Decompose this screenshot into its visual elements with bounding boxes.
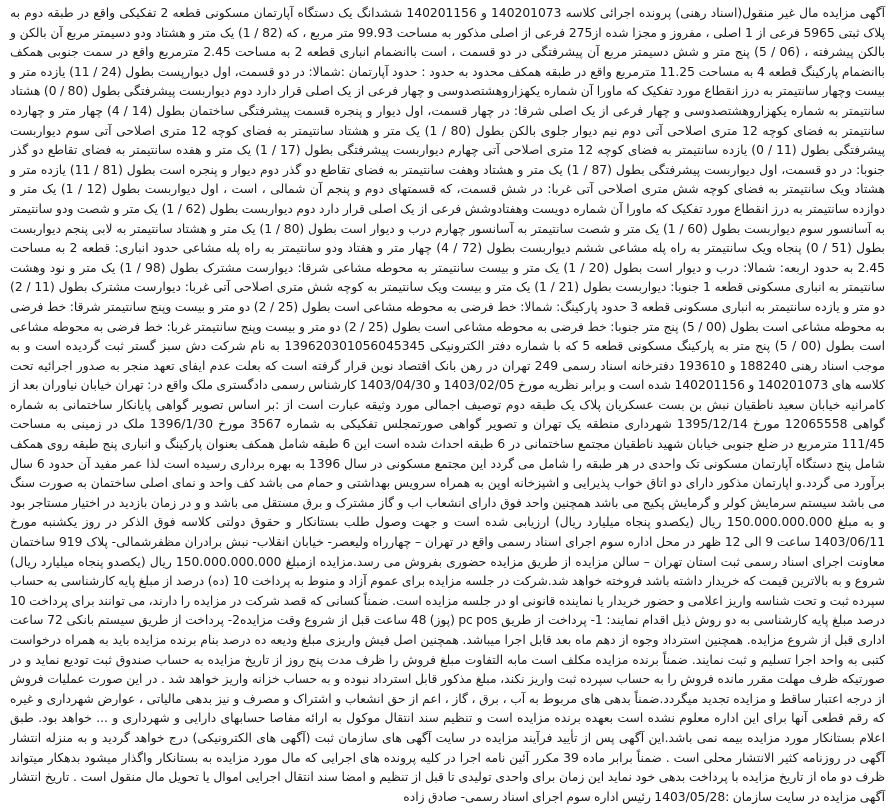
auction-notice-text: آگهی مزایده مال غیر منقول(اسناد رهنی) پرونده اجرائی کلاسه 140201073 و 140201156 ششدانگ یک دستگاه آپارتمان مسکونی قطعه 2 تفکیکی واقع در طبقه دوم به پلاک ثبتی 5965 فرعی از 1 اصلی ، مفروز و مجزا شده از275 فرعی از اصلی مذکور به مساحت 99.93 متر مربع ، که (82 / 1) یک متر و هشتاد ودو دسیمتر مربع آن بالکن و بالکن پیشرفته ، (06 / 5) پنج متر و شش دسیمتر مربع آن پیشرفتگی در دو قسمت ، است باانضمام انباری قطعه 2 به مساحت 2.45 مترمربع واقع در سمت جنوبی همکف باانضمام پارکینگ قطعه 4 به مساحت 11.25 مترمربع واقع در طبقه همکف محدود به حدود : حدود آپارتمان :شمالا: در دو قسمت، اول دیوارپست بطول (24 / 11) یازده متر و بیست وچهار سانتیمتر به درز انقطاع مورد تفکیک که ماورا آن شماره یکهزاروهشتصدوسی و چهار فرعی از یک اصلی قرار دارد دوم دیواربست پیشرفتگی بطول (80 / 0) هشتاد سانتیمتر به شماره یکهزاروهشتصدوسی و چهار فرعی از یک اصلی شرقا: در چهار قسمت، اول دیوار و پنجره قسمت پیشرفتگی ساختمان بطول (14 / 4) چهار متر و چهارده سانتیمتر به فضای کوچه 12 متری اصلاحی آتی دوم نیم دیوار جلوی بالکن بطول (80 / 1) یک متر و هشتاد سانتیمتر به فضای کوچه 12 متری اصلاحی آتی سوم دیواربست پیشرفتگی بطول (11 / 0) یازده سانتیمتر به فضای کوچه 12 متری اصلاحی آتی چهارم دیواربست پیشرفتگی بطول (17 / 1) یک متر و هفده سانتیمتر به فضای تقاطع دو گذر جنوبا: در دو قسمت، اول دیواربست پیشرفتگی بطول (87 / 1) یک متر و هشتاد وهفت سانتیمتر به فضای تقاطع دو گذر دوم دیوار و پنجره است بطول (81 / 11) یازده متر و هشتاد ویک سانتیمتر به فضای کوچه شش متری اصلاحی آتی غربا: در شش قسمت، که قسمتهای دوم و پنجم آن شمالی ، است ، اول دیواربست بطول (12 / 1) یک متر و دوازده سانتیمتر به درز انقطاع مورد تفکیک که ماورا آن شماره دویست وهفتادوشش فرعی از یک اصلی قرار دارد دوم دیواربست بطول (62 / 1) یک متر و شصت ودو سانتیمتر به آسانسور سوم دیواربست بطول (60 / 1) یک متر و شصت سانتیمتر به آسانسور چهارم درب و دیوار است بطول (80 / 1) یک متر و هشتاد سانتیمتر به لابی پنجم دیواربست بطول (51 / 0) پنجاه ویک سانتیمتر به راه پله مشاعی ششم دیواربست بطول (72 / 4) چهار متر و هفتاد ودو سانتیمتر به راه پله مشاعی حدود انباری: قطعه 2 به مساحت 2.45 به حدود اربعه: شمالا: درب و دیوار است بطول (20 / 1) یک متر و بیست سانتیمتر به محوطه مشاعی شرقا: دیوارست مشترک بطول (98 / 1) یک متر و نود وهشت سانتیمتر به انباری مسکونی قطعه 1 جنوبا: دیواربست بطول (21 / 1) یک متر و بیست ویک سانتیمتر به کوچه شش متری اصلاحی آتی غربا: دیوارست مشترک بطول (11 / 2) دو متر و یازده سانتیمتر به انباری مسکونی قطعه 3 حدود پارکینگ: شمالا: خط فرضی به محوطه مشاعی است بطول (25 / 2) دو متر و بیست وپنج سانتیمتر شرقا: خط فرضی به محوطه مشاعی است بطول (00 / 5) پنج متر جنوبا: خط فرضی به محوطه مشاعی است بطول (25 / 2) دو متر و بیست وپنج سانتیمتر غربا: خط فرضی به محوطه مشاعی است بطول (00 / 5) پنج متر به پارکینگ مسکونی قطعه 5 که با شماره دفتر الکترونیکی 13962030105604534​5 به نام شرکت دش سبز گستر ثبت گردیده است و به موجب اسناد رهنی 188240 و 193610 دفترخانه اسناد رسمی 249 تهران در رهن بانک اقتصاد نوین قرار گرفته است که بعلت عدم ایفای تعهد منجر به صدور اجرائیه تحت کلاسه های 140201073 و 140201156 شده است و برابر نظریه مورخ 1403/02/05 و 1403/04/30 کارشناس رسمی دادگستری ملک واقع در: تهران خیابان نیاوران بعد از کامرانیه خیابان سعید ناطقیان نبش بن بست عسکریان پلاک یک طبقه دوم توصیف اجمالی مورد وثیقه عبارت است از :بر اساس تصویر گواهی پایانکار ساختمانی به شماره گواهی 12065558 مورخ 1395/12/14 شهرداری منطقه یک تهران و تصویر گواهی صورتمجلس تفکیکی به شماره 3567 مورخ 1396/1/30 ملک در زمینی به مساحت 111/45 مترمربع در ضلع جنوبی خیابان شهید ناطقیان مجتمع ساختمانی در 6 طبقه احداث شده است این 6 طبقه شامل همکف بعنوان پارکینگ و انباری پنج طبقه روی همکف شامل پنج دستگاه آپارتمان مسکونی تک واحدی در هر طبقه را شامل می گردد این مجتمع مسکونی در سال 1396 به بهره برداری رسیده است لذا عمر مفید آن حدود 6 سال برآورد می گردد.و اپارتمان مذکور دارای دو اتاق خواب پذیرایی و اشپزخانه اوپن به همراه سرویس بهداشتی و حمام می باشد کف واحد و نمای اصلی ساختمان به صورت سنگ می باشد سیستم سرمایش کولر و گرمایش پکیج می باشد همچنین واحد فوق دارای انشعاب اب و گاز مشترک و برق مستقل می باشد و و در زمان بازدید در اختیار مستاجر بود و به مبلغ 150.000.000.000 ریال (یکصدو پنجاه میلیارد ریال) ارزیابی شده است و جهت وصول طلب بستانکار و حقوق دولتی کلاسه فوق الذکر در روز یکشنبه مورخ 1403/06/11 ساعت 9 الی 12 ظهر در محل اداره سوم اجرای اسناد رسمی واقع در تهران – چهارراه ولیعصر- خیابان انقلاب- نبش برادران مظفرشمالی- پلاک 919 ساختمان معاونت اجرای اسناد رسمی ثبت استان تهران – سالن مزایده از طریق مزایده حضوری بفروش می رسد.مزایده ازمبلغ 150.000.000.000 ریال (یکصدو پنجاه میلیارد ریال) شروع و به بالاترین قیمت که خریدار داشته باشد فروخته خواهد شد.شرکت در جلسه مزایده برای عموم آزاد و منوط به پرداخت 10 (ده) درصد از مبلغ پایه کارشناسی به حساب سپرده ثبت و تحت شناسه واریز اعلامی و حضور خریدار یا نماینده قانونی او در جلسه مزایده است. ضمناً کسانی که قصد شرکت در مزایده را دارند، می توانند برای پرداخت 10 درصد مبلغ پایه کارشناسی به دو روش ذیل اقدام نمایند: 1- پرداخت از طریق pc pos (پوز) 48 ساعت قبل از شروع وقت مزایده2- پرداخت از طریق سیستم بانکی 72 ساعت اداری قبل از شروع مزایده. همچنین استرداد وجوه از دهم ماه بعد قابل اجرا میباشد. همچنین اصل فیش واریزی مبلغ ودیعه ده درصد بنام برنده مزایده باید به همراه درخواست کتبی به واحد اجرا تسلیم و ثبت نمایند. ضمناً برنده مزایده مکلف است مابه التفاوت مبلغ فروش را ظرف مدت پنج روز از تاریخ مزایده به حساب صندوق ثبت تودیع نماید و در صورتیکه ظرف مهلت مقرر مانده فروش را به حساب سپرده ثبت واریز نکند، مبلغ مذکور قابل استرداد نبوده و به حساب خزانه واریز خواهد شد . در این صورت عملیات فروش از درجه اعتبار ساقط و مزایده تجدید میگردد.ضمناً بدهی های مربوط به آب ، برق ، گاز ، اعم از حق انشعاب و اشتراک و مصرف و نیز بدهی مالیاتی ، عوارض شهرداری و غیره که رقم قطعی آنها برای این اداره معلوم نشده است بعهده برنده مزایده است و تنظیم سند انتقال موکول به ارائه مفاصا حسابهای دارایی و شهرداری و ... خواهد بود. طبق اعلام بستانکار مورد مزایده بیمه نمی باشد.این آگهی پس از تأیید فرآیند مزایده در سایت آگهی های سازمان ثبت (آگهی های الکترونیکی) درج خواهد گردید و به منزله انتشار آگهی در روزنامه کثیر الانتشار محلی است . ضمناً برابر ماده 39 مکرر آئین نامه اجرا در کلیه پرونده های اجرایی که مال مورد مزایده به بستانکار واگذار میشود بدهکار میتواند ظرف دو ماه از تاریخ مزایده با پرداخت بدهی خود نماید این زمان برای واحدی تولیدی تا قبل از تنظیم و امضا سند انتقال اجرایی اموال یا تحویل مال منقول است . تاریخ انتشار آگهی مزایده در سایت سازمان :1403/05/28 رئیس اداره سوم اجرای اسناد رسمی- صادق زاده <box>10 6 886 804</box>
